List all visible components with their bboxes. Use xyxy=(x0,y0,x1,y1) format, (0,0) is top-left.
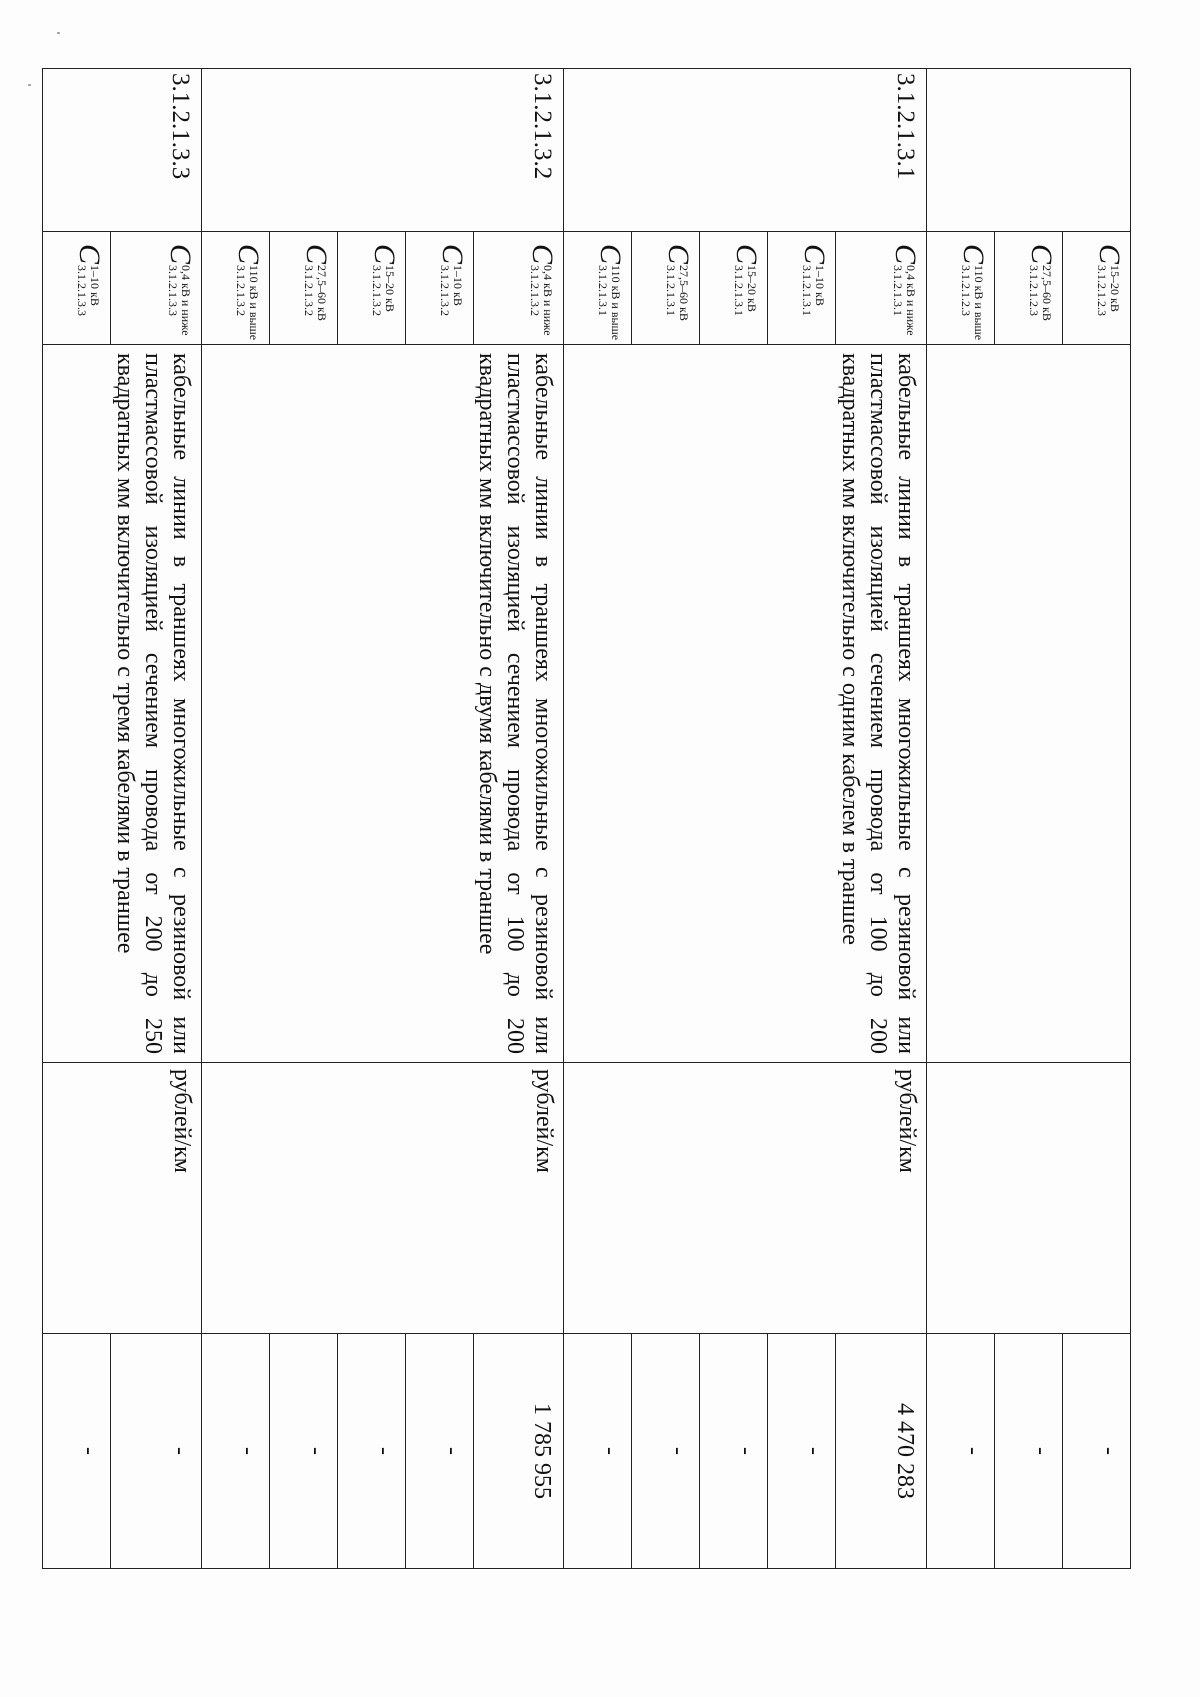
rate-value: - xyxy=(303,1447,329,1455)
rate-index: 3.1.2.1.3.3 xyxy=(166,265,180,317)
rate-value-cell xyxy=(995,1334,1063,1569)
item-number-cell xyxy=(43,69,111,232)
rate-symbol-letter: C xyxy=(436,244,469,265)
rate-symbol-letter: C xyxy=(957,244,990,265)
description-cell xyxy=(406,345,474,1063)
description-cell xyxy=(927,345,995,1063)
item-number-cell xyxy=(474,69,565,232)
rate-index: 3.1.2.1.3.1 xyxy=(664,265,679,317)
rate-symbol-cell xyxy=(338,232,406,345)
item-number-cell xyxy=(700,69,768,232)
rate-value: 4 470 283 xyxy=(892,1403,918,1499)
description-cell xyxy=(1063,345,1131,1063)
voltage-class: 110 кВ и выше xyxy=(609,265,624,341)
unit-cell xyxy=(995,1063,1063,1334)
item-number-cell xyxy=(768,69,836,232)
rate-value-cell xyxy=(338,1334,406,1569)
unit-cell xyxy=(111,1063,202,1334)
rate-symbol-cell xyxy=(1063,232,1131,345)
rate-value-cell xyxy=(564,1334,632,1569)
unit-cell xyxy=(406,1063,474,1334)
tariff-table xyxy=(43,68,1132,1569)
rate-symbol-indices xyxy=(370,265,396,316)
rate-symbol-letter: C xyxy=(730,244,764,265)
scan-speck xyxy=(28,84,31,86)
description-text: кабельные линии в траншеях многожильные с резиновой или пластмассовой изоляцией сечением провода от 100 до 200 квадратных мм включительно с двумя кабелями в траншее xyxy=(474,353,557,1054)
item-number: 3.1.2.1.3.3 xyxy=(167,73,194,180)
item-number-cell xyxy=(1063,69,1131,232)
rate-index: 3.1.2.1.2.3 xyxy=(1095,265,1109,317)
description-cell xyxy=(700,345,768,1063)
rate-symbol-cell xyxy=(927,232,995,345)
rate-value: - xyxy=(439,1447,465,1455)
rate-value-cell xyxy=(1063,1334,1131,1569)
rate-index: 3.1.2.1.3.2 xyxy=(302,265,316,317)
rate-symbol-cell xyxy=(700,232,768,345)
unit-cell xyxy=(768,1063,836,1334)
rate-symbol-letter: C xyxy=(368,244,401,265)
rate-symbol-cell xyxy=(768,232,836,345)
item-number-cell xyxy=(836,69,927,232)
table-row xyxy=(768,69,836,1569)
description-cell xyxy=(202,345,270,1063)
rate-value: - xyxy=(597,1447,624,1455)
rate-index: 3.1.2.1.3.3 xyxy=(75,265,90,317)
description-cell xyxy=(43,345,111,1063)
table-row xyxy=(564,69,632,1569)
rate-symbol-cell xyxy=(632,232,700,345)
table-row xyxy=(202,69,270,1569)
rate-value: - xyxy=(665,1447,692,1455)
unit-cell xyxy=(927,1063,995,1334)
unit-cell xyxy=(43,1063,111,1334)
unit-cell xyxy=(1063,1063,1131,1334)
rate-symbol-letter: C xyxy=(164,244,197,265)
unit-cell xyxy=(700,1063,768,1334)
rate-index: 3.1.2.1.3.2 xyxy=(234,265,248,317)
item-number: 3.1.2.1.3.1 xyxy=(892,73,919,180)
description-text: кабельные линии в траншеях многожильные с резиновой или пластмассовой изоляцией сечением провода от 200 до 250 квадратных мм включительно с тремя кабелями в траншее xyxy=(112,353,194,1054)
rate-symbol-cell xyxy=(406,232,474,345)
voltage-class: 27,5–60 кВ xyxy=(677,265,692,321)
rate-symbol-cell xyxy=(995,232,1063,345)
table-row xyxy=(836,69,927,1569)
unit-text: рублей/км xyxy=(169,1069,195,1173)
rate-symbol-indices xyxy=(891,265,917,336)
scan-speck xyxy=(57,32,60,34)
rate-symbol-indices xyxy=(529,265,555,336)
rate-symbol-indices xyxy=(959,265,985,340)
voltage-class: 27,5–60 кВ xyxy=(1040,265,1054,321)
rate-value-cell xyxy=(632,1334,700,1569)
rate-symbol-indices xyxy=(234,265,260,340)
rate-index: 3.1.2.1.3.1 xyxy=(891,265,905,317)
rate-symbol-cell xyxy=(836,232,927,345)
item-number-cell xyxy=(338,69,406,232)
item-number: 3.1.2.1.3.2 xyxy=(529,73,557,180)
rotated-table-container xyxy=(73,68,1131,1568)
rate-symbol-indices xyxy=(166,265,192,336)
table-row xyxy=(995,69,1063,1569)
item-number-cell xyxy=(927,69,995,232)
rate-symbol-letter: C xyxy=(73,244,107,265)
unit-cell xyxy=(270,1063,338,1334)
rate-value: - xyxy=(801,1447,828,1455)
rate-symbol-cell xyxy=(43,232,111,345)
rate-symbol-cell xyxy=(564,232,632,345)
unit-text: рублей/км xyxy=(531,1069,558,1173)
rate-value: - xyxy=(76,1447,103,1455)
description-cell xyxy=(836,345,927,1063)
table-row xyxy=(700,69,768,1569)
rate-symbol-letter: C xyxy=(1093,244,1126,265)
rate-symbol-letter: C xyxy=(1025,244,1058,265)
description-text: кабельные линии в траншеях многожильные с резиновой или пластмассовой изоляцией сечением провода от 100 до 200 квадратных мм включительно с одним кабелем в траншее xyxy=(837,353,919,1054)
unit-cell xyxy=(474,1063,565,1334)
unit-cell xyxy=(836,1063,927,1334)
unit-cell xyxy=(564,1063,632,1334)
rate-symbol-indices xyxy=(76,265,102,316)
rate-index: 3.1.2.1.2.3 xyxy=(959,265,973,317)
table-body xyxy=(43,69,1131,1569)
item-number-cell xyxy=(406,69,474,232)
rate-symbol-indices xyxy=(438,265,464,316)
description-cell xyxy=(111,345,202,1063)
rate-index: 3.1.2.1.3.2 xyxy=(370,265,384,317)
rate-index: 3.1.2.1.3.1 xyxy=(800,265,815,317)
rate-index: 3.1.2.1.3.2 xyxy=(438,265,452,317)
table-row xyxy=(111,69,202,1569)
table-row xyxy=(270,69,338,1569)
rate-symbol-indices xyxy=(1027,265,1053,321)
voltage-class: 15–20 кВ xyxy=(383,265,397,312)
rate-value: - xyxy=(371,1447,397,1455)
rate-symbol-letter: C xyxy=(300,244,333,265)
rate-index: 3.1.2.1.3.2 xyxy=(528,265,543,317)
rate-symbol-letter: C xyxy=(798,244,832,265)
table-row xyxy=(632,69,700,1569)
voltage-class: 0,4 кВ и ниже xyxy=(179,265,193,336)
voltage-class: 1–10 кВ xyxy=(451,265,465,306)
table-row xyxy=(1063,69,1131,1569)
rate-value-cell xyxy=(768,1334,836,1569)
rate-index: 3.1.2.1.3.1 xyxy=(732,265,747,317)
unit-cell xyxy=(202,1063,270,1334)
rate-value-cell xyxy=(474,1334,565,1569)
rate-value: - xyxy=(733,1447,760,1455)
rate-value: - xyxy=(235,1447,261,1455)
rate-symbol-letter: C xyxy=(232,244,265,265)
table-row xyxy=(406,69,474,1569)
description-cell xyxy=(338,345,406,1063)
table-row xyxy=(43,69,111,1569)
rate-value-cell xyxy=(927,1334,995,1569)
item-number-cell xyxy=(111,69,202,232)
table-row xyxy=(474,69,565,1569)
rate-value: - xyxy=(960,1447,986,1455)
description-cell xyxy=(474,345,565,1063)
rate-symbol-cell xyxy=(202,232,270,345)
rate-value-cell xyxy=(836,1334,927,1569)
rate-value-cell xyxy=(43,1334,111,1569)
voltage-class: 110 кВ и выше xyxy=(247,265,261,341)
rate-symbol-indices xyxy=(665,265,691,321)
rate-value: 1 785 955 xyxy=(529,1403,556,1499)
rate-symbol-indices xyxy=(733,265,759,316)
rate-symbol-indices xyxy=(1095,265,1121,316)
unit-text: рублей/км xyxy=(894,1069,920,1173)
unit-cell xyxy=(632,1063,700,1334)
voltage-class: 27,5–60 кВ xyxy=(315,265,329,321)
rate-index: 3.1.2.1.2.3 xyxy=(1027,265,1041,317)
voltage-class: 1–10 кВ xyxy=(813,265,828,306)
rate-symbol-indices xyxy=(801,265,827,316)
table-row xyxy=(338,69,406,1569)
rate-value-cell xyxy=(700,1334,768,1569)
rate-symbol-letter: C xyxy=(889,244,922,265)
rate-symbol-cell xyxy=(111,232,202,345)
rate-value-cell xyxy=(111,1334,202,1569)
item-number-cell xyxy=(995,69,1063,232)
rate-symbol-indices xyxy=(302,265,328,321)
item-number-cell xyxy=(632,69,700,232)
rate-symbol-letter: C xyxy=(662,244,696,265)
item-number-cell xyxy=(202,69,270,232)
table-row xyxy=(927,69,995,1569)
description-cell xyxy=(564,345,632,1063)
item-number-cell xyxy=(564,69,632,232)
rate-value: - xyxy=(1096,1447,1122,1455)
item-number-cell xyxy=(270,69,338,232)
voltage-class: 110 кВ и выше xyxy=(972,265,986,341)
rate-symbol-cell xyxy=(474,232,565,345)
description-cell xyxy=(632,345,700,1063)
voltage-class: 1–10 кВ xyxy=(88,265,103,306)
voltage-class: 0,4 кВ и ниже xyxy=(541,265,556,336)
rate-symbol-letter: C xyxy=(594,244,628,265)
rate-symbol-letter: C xyxy=(526,244,560,265)
rate-value-cell xyxy=(202,1334,270,1569)
rate-value-cell xyxy=(406,1334,474,1569)
rate-value: - xyxy=(1028,1447,1054,1455)
description-cell xyxy=(270,345,338,1063)
rate-symbol-indices xyxy=(597,265,623,340)
rate-value: - xyxy=(167,1447,193,1455)
rate-index: 3.1.2.1.3.1 xyxy=(596,265,611,317)
unit-cell xyxy=(338,1063,406,1334)
description-cell xyxy=(768,345,836,1063)
description-cell xyxy=(995,345,1063,1063)
voltage-class: 0,4 кВ и ниже xyxy=(904,265,918,336)
rate-value-cell xyxy=(270,1334,338,1569)
rate-symbol-cell xyxy=(270,232,338,345)
voltage-class: 15–20 кВ xyxy=(745,265,760,312)
voltage-class: 15–20 кВ xyxy=(1108,265,1122,312)
